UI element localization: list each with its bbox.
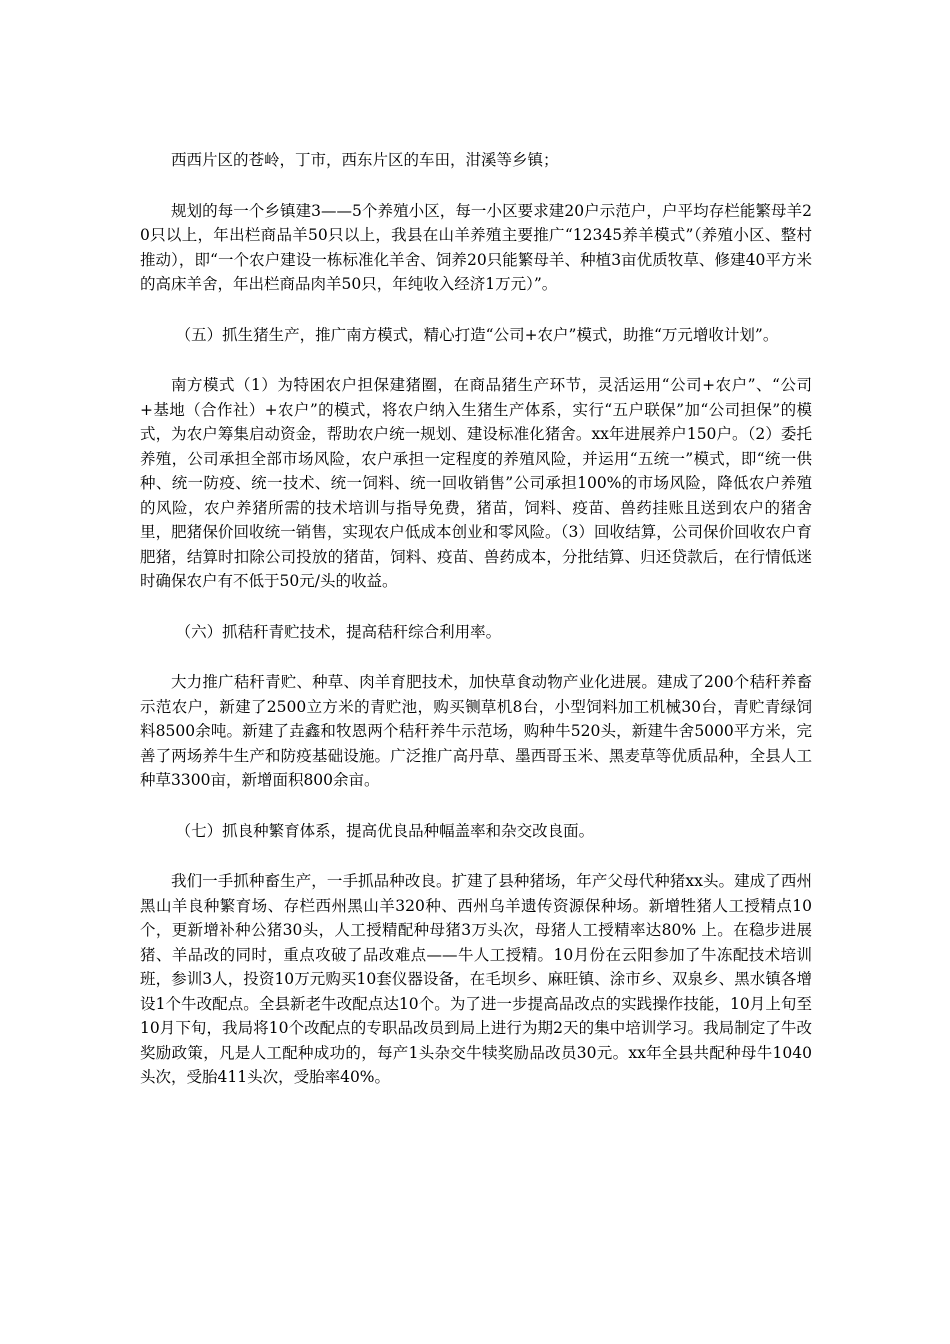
paragraph-straw-silage: 大力推广秸秆青贮、种草、肉羊育肥技术，加快草食动物产业化进展。建成了200个秸秆养畜示范农户，新建了2500立方米的青贮池，购买铡草机8台，小型饲料加工机械30台，青贮青绿饲料8500余吨。新建了垚鑫和牧恩两个秸秆养牛示范场，购种牛520头，新建牛舍5000平方米，完善了两场养牛生产和防疫基础设施。广泛推广高丹草、墨西哥玉米、黑麦草等优质品种，全县人工种草3300亩，新增面积800余亩。 <box>140 673 812 789</box>
section-heading-7: （七）抓良种繁育体系，提高优良品种幅盖率和杂交改良面。 <box>175 821 595 840</box>
section-heading-6: （六）抓秸秆青贮技术，提高秸秆综合利用率。 <box>175 622 502 641</box>
document-body <box>140 148 812 1116</box>
paragraph-sheep-plan: 规划的每一个乡镇建3——5个养殖小区，每一小区要求建20户示范户，户平均存栏能繁母羊20只以上，年出栏商品羊50只以上，我县在山羊养殖主要推广“12345养羊模式”（养殖小区、整村推动），即“一个农户建设一栋标准化羊舍、饲养20只能繁母羊、种植3亩优质牧草、修建40平方米的高床羊舍，年出栏商品肉羊50只，年纯收入经济1万元）”。 <box>140 201 812 293</box>
paragraph-region-list: 西西片区的苍岭，丁市，西东片区的车田，泔溪等乡镇； <box>171 151 559 169</box>
section-heading-5: （五）抓生猪生产，推广南方模式，精心打造“公司+农户”模式，助推“万元增收计划”。 <box>175 325 779 344</box>
paragraph-breeding: 我们一手抓种畜生产，一手抓品种改良。扩建了县种猪场，年产父母代种猪xx头。建成了西州黑山羊良种繁育场、存栏西州黑山羊320种、西州乌羊遗传资源保种场。新增牲猪人工授精点10个，更新增补种公猪30头，人工授精配种母猪3万头次，母猪人工授精率达80% 上。在稳步进展猪、羊品改的同时，重点攻破了品改难点——牛人工授精。10月份在云阳参加了牛冻配技术培训班，参训3人，投资10万元购买10套仪器设备，在毛坝乡、麻旺镇、涂市乡、双泉乡、黑水镇各增设1个牛改配点。全县新老牛改配点达10个。为了进一步提高品改点的实践操作技能，10月上旬至10月下旬，我局将10个改配点的专职品改员到局上进行为期2天的集中培训学习。我局制定了牛改奖励政策，凡是人工配种成功的，每产1头杂交牛犊奖励品改员30元。xx年全县共配种母牛1040头次，受胎411头次，受胎率40%。 <box>140 872 812 1086</box>
paragraph-southern-model: 南方模式（1）为特困农户担保建猪圈，在商品猪生产环节，灵活运用“公司+农户”、“公司+基地（合作社）+农户”的模式，将农户纳入生猪生产体系，实行“五户联保”加“公司担保”的模式，为农户筹集启动资金，帮助农户统一规划、建设标准化猪舍。xx年进展养户150户。（2）委托养殖，公司承担全部市场风险，农户承担一定程度的养殖风险，并运用“五统一”模式，即“统一供种、统一防疫、统一技术、统一饲料、统一回收销售”公司承担100%的市场风险，降低农户养殖的风险，农户养猪所需的技术培训与指导免费，猪苗，饲料、疫苗、兽药挂账且送到农户的猪舍里，肥猪保价回收统一销售，实现农户低成本创业和零风险。（3）回收结算，公司保价回收农户育肥猪，结算时扣除公司投放的猪苗，饲料、疫苗、兽药成本，分批结算、归还贷款后，在行情低迷时确保农户有不低于50元/头的收益。 <box>140 376 812 590</box>
